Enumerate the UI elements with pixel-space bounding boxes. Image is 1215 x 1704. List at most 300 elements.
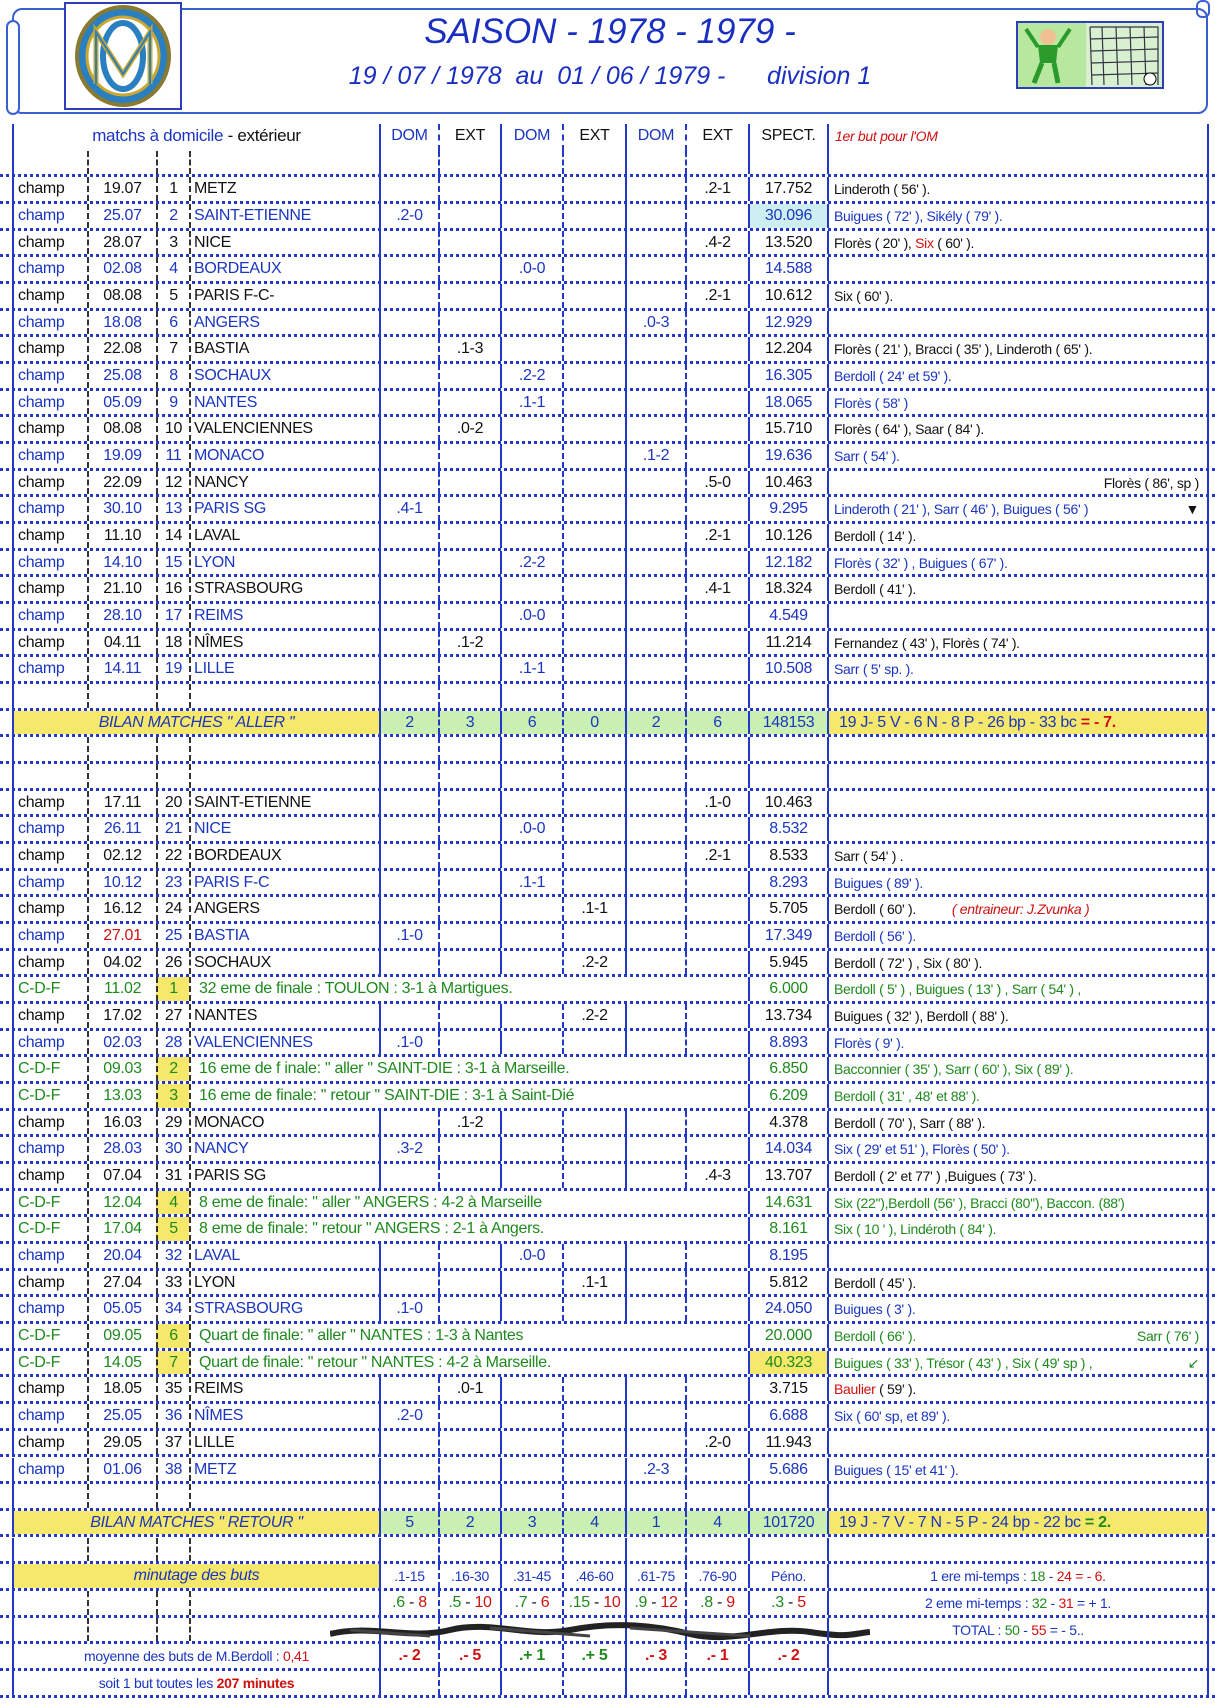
scroll-curl-left	[6, 20, 20, 115]
competition-type: champ	[12, 177, 87, 201]
empty-cell	[156, 1591, 189, 1615]
cup-match-row	[0, 1057, 1215, 1084]
score-cell	[685, 1111, 748, 1135]
score-cell	[562, 471, 625, 495]
goals-against: 10	[474, 1593, 492, 1611]
score-cell: .2-1	[685, 844, 748, 868]
cup-round-description: 16 eme de f inale: " aller " SAINT-DIE : 3-1 à Marseille.	[189, 1057, 748, 1081]
scorer-text: Florès ( 58' )	[834, 394, 908, 411]
score-cell	[625, 231, 685, 255]
scorer-text: Berdoll ( 60' ).	[834, 901, 952, 918]
empty-cell	[87, 684, 156, 708]
minute-range: Péno.	[748, 1564, 827, 1588]
matchday-number: 14	[156, 524, 189, 548]
goal-scorers	[827, 444, 1209, 468]
spectators: 10.508	[748, 657, 827, 681]
spectators: 6.688	[748, 1404, 827, 1428]
first-half-label: 1 ere mi-temps :	[930, 1568, 1031, 1585]
matchday-number: 1	[156, 977, 189, 1001]
empty-cell	[562, 1484, 625, 1508]
opponent-team: PARIS SG	[189, 497, 379, 521]
scorer-text: Berdoll ( 70' ), Sarr ( 88' ).	[834, 1114, 986, 1131]
page-title: SAISON - 1978 - 1979 -	[424, 12, 796, 51]
matchday-number: 32	[156, 1244, 189, 1268]
score-cell	[500, 1004, 562, 1028]
score-cell	[438, 577, 500, 601]
spectators: 8.532	[748, 817, 827, 841]
opponent-team: STRASBOURG	[189, 1297, 379, 1321]
opponent-team: PARIS F-C	[189, 871, 379, 895]
competition-type: champ	[12, 631, 87, 655]
score-cell	[562, 577, 625, 601]
match-row	[0, 1164, 1215, 1191]
matchday-number: 7	[156, 337, 189, 361]
score-cell	[500, 844, 562, 868]
empty-cell	[438, 151, 500, 175]
scorer-text: Berdoll ( 31' , 48' et 88' ).	[834, 1088, 980, 1105]
spectators: 11.943	[748, 1431, 827, 1455]
sep: -	[712, 1593, 727, 1611]
empty-cell	[748, 684, 827, 708]
spectators: 10.612	[748, 284, 827, 308]
match-row	[0, 1431, 1215, 1458]
difference-value: - 1	[710, 1647, 729, 1665]
competition-type: C-D-F	[12, 1191, 87, 1215]
spectators: 13.520	[748, 231, 827, 255]
opponent-team: NANCY	[189, 1137, 379, 1161]
score-cell	[562, 284, 625, 308]
dot: .	[634, 1593, 639, 1611]
bilan-value: 2	[625, 711, 685, 735]
column-header-row	[0, 124, 1215, 151]
opponent-team: NANTES	[189, 391, 379, 415]
goal-scorers	[827, 1111, 1209, 1135]
match-date: 27.01	[87, 924, 156, 948]
match-row	[0, 1404, 1215, 1431]
scorer-text: Berdoll ( 24' et 59' ).	[834, 368, 952, 385]
score-cell: .0-0	[500, 817, 562, 841]
score-cell: .1-2	[438, 631, 500, 655]
empty-cell	[156, 1538, 189, 1562]
spectators: 12.929	[748, 311, 827, 335]
score-cell	[562, 631, 625, 655]
second-half-for: 32	[1031, 1594, 1047, 1611]
blank-row	[0, 764, 1215, 791]
match-date: 25.08	[87, 364, 156, 388]
goal-scorers	[827, 1164, 1209, 1188]
match-date: 18.05	[87, 1377, 156, 1401]
empty-cell	[500, 1484, 562, 1508]
competition-type: champ	[12, 364, 87, 388]
score-col-header: DOM	[500, 124, 562, 151]
score-cell	[685, 257, 748, 281]
empty-cell	[438, 1538, 500, 1562]
goals-for: 5	[452, 1593, 462, 1611]
goals-against: 6	[540, 1593, 550, 1611]
goal-scorers	[827, 364, 1209, 388]
sep: -	[1046, 1594, 1059, 1611]
goals-against: 10	[603, 1593, 621, 1611]
score-cell	[438, 897, 500, 921]
scorer-text: Sarr ( 5' sp. ).	[834, 661, 914, 678]
competition-type: C-D-F	[12, 1057, 87, 1081]
goal-scorers	[827, 1377, 1209, 1401]
opponent-team: BASTIA	[189, 337, 379, 361]
score-cell	[562, 311, 625, 335]
score-cell	[500, 1431, 562, 1455]
score-cell: .0-1	[438, 1377, 500, 1401]
competition-type: champ	[12, 337, 87, 361]
spectators: 4.378	[748, 1111, 827, 1135]
empty-cell	[379, 764, 438, 788]
empty-cell	[156, 737, 189, 761]
score-cell	[379, 551, 438, 575]
cup-round-description: 8 eme de finale: " aller " ANGERS : 4-2 à Marseille	[189, 1191, 748, 1215]
opponent-team: LILLE	[189, 1431, 379, 1455]
competition-type: champ	[12, 1431, 87, 1455]
match-date: 14.10	[87, 551, 156, 575]
opponent-team: REIMS	[189, 1377, 379, 1401]
score-cell: .1-2	[438, 1111, 500, 1135]
scorer-text: Fernandez ( 43' ), Florès ( 74' ).	[834, 634, 1020, 651]
empty-cell	[189, 1484, 379, 1508]
scorer-text: Six ( 29' et 51' ), Florès ( 50' ).	[834, 1141, 1010, 1158]
match-row	[0, 1111, 1215, 1138]
score-cell	[438, 1004, 500, 1028]
spectators: 8.195	[748, 1244, 827, 1268]
match-row	[0, 284, 1215, 311]
sep: -	[647, 1593, 661, 1611]
score-cell	[438, 311, 500, 335]
score-cell	[685, 631, 748, 655]
score-cell: .1-1	[500, 657, 562, 681]
score-cell	[379, 524, 438, 548]
minute-range: .31-45	[500, 1564, 562, 1588]
score-cell	[379, 791, 438, 815]
score-cell	[625, 204, 685, 228]
score-cell	[500, 231, 562, 255]
goal-scorers	[827, 204, 1209, 228]
matchday-number: 25	[156, 924, 189, 948]
blank-row	[0, 1484, 1215, 1511]
dot: .	[581, 1647, 586, 1665]
competition-type: champ	[12, 1164, 87, 1188]
match-date: 28.10	[87, 604, 156, 628]
sep: -	[783, 1593, 798, 1611]
match-date: 07.04	[87, 1164, 156, 1188]
match-date: 16.12	[87, 897, 156, 921]
minute-range: .46-60	[562, 1564, 625, 1588]
score-cell	[379, 1458, 438, 1482]
score-cell	[500, 1031, 562, 1055]
score-cell	[562, 524, 625, 548]
dot: .	[706, 1647, 711, 1665]
scorer-text: Six ( 10 ' ), Lindéroth ( 84' ).	[834, 1221, 997, 1238]
matchday-number: 1	[156, 177, 189, 201]
bilan-aller-row	[0, 711, 1215, 738]
matchday-number: 13	[156, 497, 189, 521]
competition-type: champ	[12, 284, 87, 308]
score-cell	[685, 1404, 748, 1428]
bilan-record: 19 J - 7 V - 7 N - 5 P - 24 bp - 22 bc	[839, 1513, 1085, 1531]
opponent-team: STRASBOURG	[189, 577, 379, 601]
score-cell	[625, 284, 685, 308]
score-cell	[500, 951, 562, 975]
match-date: 25.05	[87, 1404, 156, 1428]
sep: -	[1045, 1568, 1057, 1585]
score-cell	[625, 604, 685, 628]
match-date: 19.09	[87, 444, 156, 468]
matchday-number: 5	[156, 1217, 189, 1241]
opponent-team: MONACO	[189, 444, 379, 468]
competition-type: champ	[12, 1137, 87, 1161]
match-row	[0, 924, 1215, 951]
goal-scorers	[827, 524, 1209, 548]
score-cell	[625, 257, 685, 281]
match-date: 05.09	[87, 391, 156, 415]
empty-cell	[625, 1538, 685, 1562]
bilan-value: 6	[685, 711, 748, 735]
matchday-number: 36	[156, 1404, 189, 1428]
score-cell: .3-2	[379, 1137, 438, 1161]
spectators: 12.204	[748, 337, 827, 361]
opponent-team: MONACO	[189, 1111, 379, 1135]
period-difference	[748, 1644, 827, 1668]
total-row	[0, 1618, 1215, 1645]
scorer-text: Bacconnier ( 35' ), Sarr ( 60' ), Six ( 89' ).	[834, 1061, 1074, 1078]
score-cell	[625, 391, 685, 415]
empty-cell	[156, 684, 189, 708]
sep: -	[589, 1593, 604, 1611]
opponent-team: ANGERS	[189, 897, 379, 921]
empty-cell	[827, 1538, 1209, 1562]
empty-cell	[189, 737, 379, 761]
match-row	[0, 471, 1215, 498]
score-cell	[500, 471, 562, 495]
scorer-text: Six	[915, 234, 934, 251]
score-cell	[438, 604, 500, 628]
score-cell	[379, 897, 438, 921]
empty-cell	[379, 1671, 438, 1695]
score-cell	[562, 1404, 625, 1428]
score-cell: .4-1	[379, 497, 438, 521]
score-cell	[625, 924, 685, 948]
match-date: 29.05	[87, 1431, 156, 1455]
score-cell	[379, 177, 438, 201]
dot: .	[777, 1647, 782, 1665]
goal-clipart	[1016, 21, 1164, 89]
opponent-team: LYON	[189, 551, 379, 575]
scorer-text: Florès ( 9' ).	[834, 1034, 905, 1051]
score-cell	[685, 204, 748, 228]
match-date: 12.04	[87, 1191, 156, 1215]
score-cell	[685, 817, 748, 841]
blank-row	[0, 1538, 1215, 1565]
sep: -	[404, 1593, 419, 1611]
score-cell	[500, 1111, 562, 1135]
goal-scorers	[827, 1057, 1209, 1081]
match-row	[0, 417, 1215, 444]
opponent-team: REIMS	[189, 604, 379, 628]
score-cell	[562, 604, 625, 628]
scorer-text: Berdoll ( 66' ).	[834, 1328, 916, 1345]
empty-cell	[87, 1591, 156, 1615]
score-cell	[438, 444, 500, 468]
matchday-number: 22	[156, 844, 189, 868]
empty-cell	[379, 1538, 438, 1562]
goals-against: 5	[797, 1593, 806, 1611]
spect-header: SPECT.	[748, 124, 827, 151]
goal-scorers	[827, 791, 1209, 815]
goal-scorers	[827, 231, 1209, 255]
empty-cell	[625, 151, 685, 175]
score-cell: .2-2	[500, 551, 562, 575]
scorer-text: Sarr ( 54' ).	[834, 448, 900, 465]
period-difference	[685, 1644, 748, 1668]
empty-cell	[438, 1671, 500, 1695]
opponent-team: METZ	[189, 1458, 379, 1482]
score-cell: .4-2	[685, 231, 748, 255]
scorer-text: Buigues ( 15' et 41' ).	[834, 1461, 959, 1478]
goal-scorers	[827, 1297, 1209, 1321]
empty-cell	[625, 684, 685, 708]
bilan-value: 1	[625, 1511, 685, 1535]
score-cell	[500, 924, 562, 948]
ink-scribble	[330, 1622, 870, 1647]
competition-type: champ	[12, 657, 87, 681]
score-col-header: EXT	[685, 124, 748, 151]
blank-row	[0, 684, 1215, 711]
empty-cell	[189, 1538, 379, 1562]
score-cell	[379, 951, 438, 975]
goals-period	[379, 1591, 438, 1615]
cup-round-description: 32 eme de finale : TOULON : 3-1 à Martigues.	[189, 977, 748, 1001]
competition-type: champ	[12, 231, 87, 255]
spectators: 6.850	[748, 1057, 827, 1081]
empty-cell	[87, 151, 156, 175]
goal-scorers	[827, 471, 1209, 495]
empty-cell	[685, 1538, 748, 1562]
match-date: 09.03	[87, 1057, 156, 1081]
score-cell	[438, 951, 500, 975]
score-cell	[379, 1164, 438, 1188]
score-cell: .2-1	[685, 284, 748, 308]
spectators: 18.324	[748, 577, 827, 601]
empty-cell	[562, 1671, 625, 1695]
score-cell	[379, 844, 438, 868]
bilan-value: 2	[379, 711, 438, 735]
empty-cell	[625, 1671, 685, 1695]
away-legend: - extérieur	[223, 126, 301, 145]
goal-scorers	[827, 497, 1209, 521]
empty-cell	[562, 684, 625, 708]
match-row	[0, 444, 1215, 471]
opponent-team: SOCHAUX	[189, 951, 379, 975]
empty-cell	[625, 1484, 685, 1508]
score-cell: .1-1	[562, 1271, 625, 1295]
opponent-team: LILLE	[189, 657, 379, 681]
first-half-summary	[827, 1564, 1209, 1588]
competition-type: champ	[12, 1244, 87, 1268]
score-cell	[685, 1004, 748, 1028]
score-cell: .2-2	[562, 1004, 625, 1028]
goal-scorers	[827, 1004, 1209, 1028]
empty-cell	[438, 684, 500, 708]
goal-scorers	[827, 844, 1209, 868]
cup-match-row	[0, 1324, 1215, 1351]
score-cell	[438, 817, 500, 841]
empty-cell	[827, 764, 1209, 788]
competition-type: champ	[12, 871, 87, 895]
difference-value: + 5	[585, 1647, 608, 1665]
bilan-retour-row	[0, 1511, 1215, 1538]
competition-type: champ	[12, 1111, 87, 1135]
cup-match-row	[0, 977, 1215, 1004]
score-cell	[625, 337, 685, 361]
goal-scorers	[827, 1324, 1209, 1348]
score-cell	[500, 791, 562, 815]
score-cell	[500, 337, 562, 361]
score-cell	[625, 1431, 685, 1455]
score-cell	[379, 1377, 438, 1401]
score-cell	[625, 1004, 685, 1028]
empty-cell	[685, 1671, 748, 1695]
second-half-summary	[827, 1591, 1209, 1615]
score-cell	[685, 1458, 748, 1482]
first-half-against: 24	[1056, 1568, 1072, 1585]
score-cell	[625, 1031, 685, 1055]
dot: .	[519, 1647, 524, 1665]
scorer-text: Buigues ( 32' ), Berdoll ( 88' ).	[834, 1008, 1009, 1025]
score-cell	[438, 284, 500, 308]
empty-cell	[12, 684, 87, 708]
spectators: 15.710	[748, 417, 827, 441]
spectators: 24.050	[748, 1297, 827, 1321]
score-cell	[562, 1244, 625, 1268]
period-difference	[500, 1644, 562, 1668]
score-cell	[379, 257, 438, 281]
score-cell	[379, 871, 438, 895]
score-cell	[625, 791, 685, 815]
score-cell: .0-2	[438, 417, 500, 441]
total-label: TOTAL :	[952, 1621, 1005, 1638]
score-cell	[625, 1271, 685, 1295]
score-cell	[438, 1164, 500, 1188]
competition-type: champ	[12, 924, 87, 948]
empty-cell	[12, 1618, 87, 1642]
match-row	[0, 1458, 1215, 1485]
spectators: 10.463	[748, 791, 827, 815]
scorer-text: Berdoll ( 45' ).	[834, 1274, 916, 1291]
score-cell	[685, 1297, 748, 1321]
score-cell	[562, 231, 625, 255]
goal-scorers	[827, 1031, 1209, 1055]
scorer-text: ( 59' ).	[875, 1381, 916, 1398]
total-against: 55	[1031, 1621, 1047, 1638]
empty-cell	[827, 737, 1209, 761]
score-cell	[500, 1297, 562, 1321]
empty-cell	[87, 1618, 156, 1642]
matchday-number: 6	[156, 311, 189, 335]
competition-type: champ	[12, 844, 87, 868]
match-date: 14.05	[87, 1351, 156, 1375]
score-cell	[438, 551, 500, 575]
score-cell	[685, 1377, 748, 1401]
score-cell	[625, 631, 685, 655]
goal-scorers	[827, 551, 1209, 575]
score-cell	[625, 471, 685, 495]
score-cell	[685, 311, 748, 335]
